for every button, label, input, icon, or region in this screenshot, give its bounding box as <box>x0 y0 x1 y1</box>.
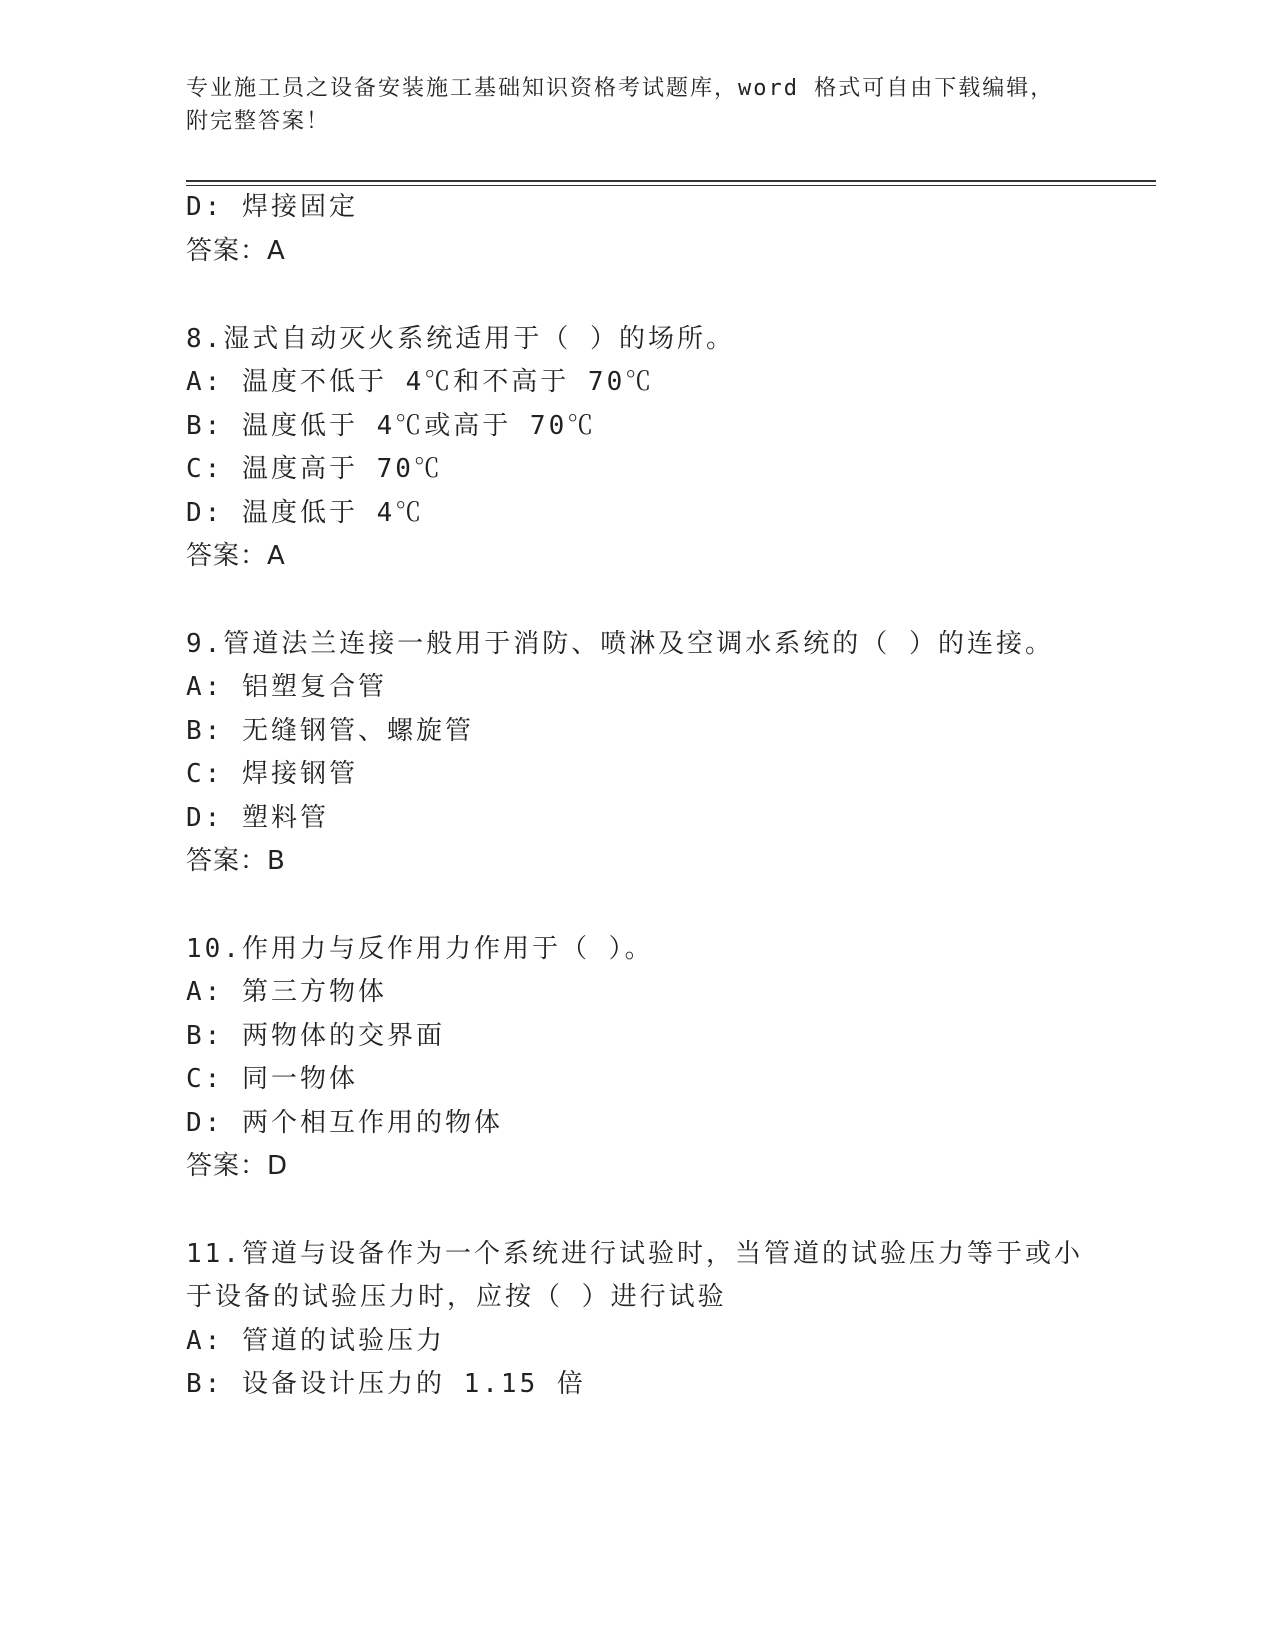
option-line: B: 两物体的交界面 <box>186 1021 445 1051</box>
question-line: 11.管道与设备作为一个系统进行试验时，当管道的试验压力等于或小 <box>186 1239 1083 1269</box>
option-line: D: 塑料管 <box>186 803 329 833</box>
option-line: D: 温度低于 4℃ <box>186 498 425 528</box>
option-line: A: 温度不低于 4℃和不高于 70℃ <box>186 367 655 397</box>
option-line: C: 焊接钢管 <box>186 759 358 789</box>
question-line-continued: 于设备的试验压力时，应按（ ）进行试验 <box>186 1282 727 1312</box>
option-line: B: 温度低于 4℃或高于 70℃ <box>186 411 597 441</box>
option-line: C: 温度高于 70℃ <box>186 454 443 484</box>
option-line: D: 两个相互作用的物体 <box>186 1108 503 1138</box>
answer-line: 答案：A <box>186 236 286 266</box>
document-header <box>186 72 1086 138</box>
option-line: B: 设备设计压力的 1.15 倍 <box>186 1369 586 1399</box>
question-line: 9.管道法兰连接一般用于消防、喷淋及空调水系统的（ ）的连接。 <box>186 629 1054 659</box>
option-line: D: 焊接固定 <box>186 192 358 222</box>
option-line: A: 管道的试验压力 <box>186 1326 445 1356</box>
answer-line: 答案：D <box>186 1151 289 1181</box>
header-line-2: 附完整答案！ <box>186 109 331 134</box>
question-line: 8.湿式自动灭火系统适用于（ ）的场所。 <box>186 324 735 354</box>
answer-line: 答案：A <box>186 541 286 571</box>
header-divider-thin <box>186 185 1156 186</box>
option-line: B: 无缝钢管、螺旋管 <box>186 716 474 746</box>
option-line: A: 铝塑复合管 <box>186 672 387 702</box>
answer-line: 答案：B <box>186 846 286 876</box>
option-line: A: 第三方物体 <box>186 977 387 1007</box>
question-line: 10.作用力与反作用力作用于（ ）。 <box>186 934 654 964</box>
header-line-1: 专业施工员之设备安装施工基础知识资格考试题库，word 格式可自由下载编辑， <box>186 76 1055 101</box>
option-line: C: 同一物体 <box>186 1064 358 1094</box>
header-divider-thick <box>186 180 1156 182</box>
